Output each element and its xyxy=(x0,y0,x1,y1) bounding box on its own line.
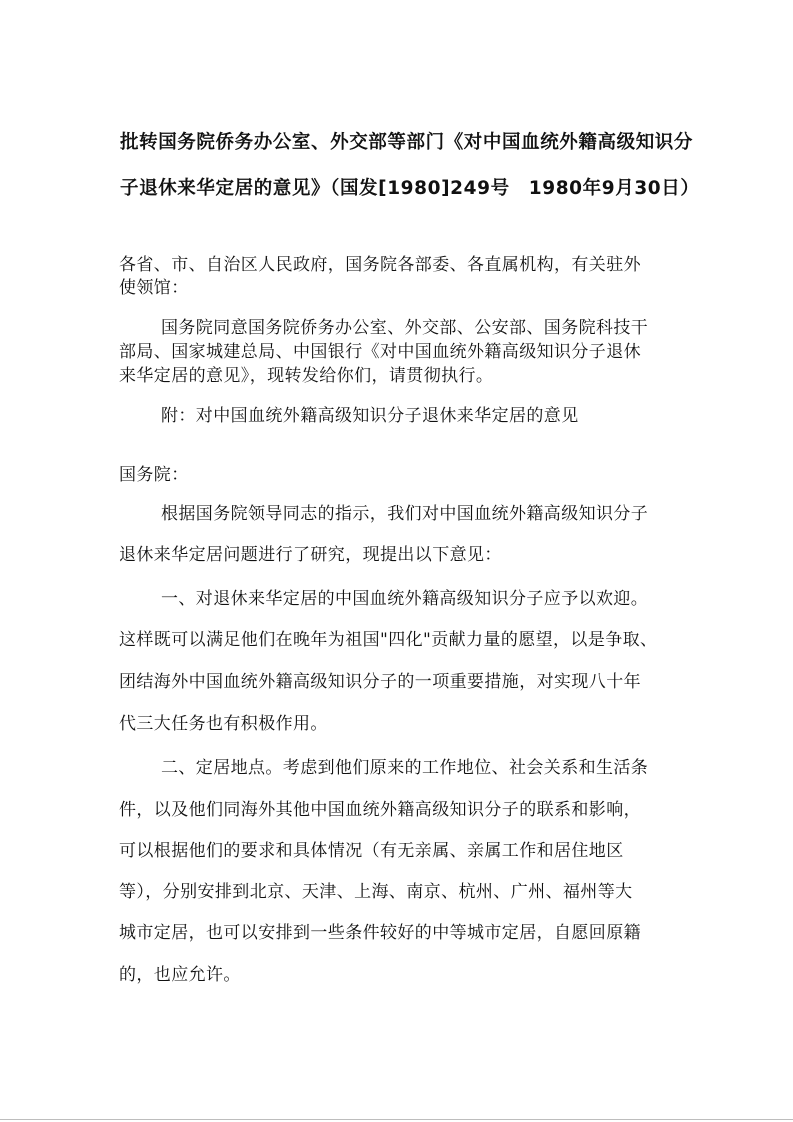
paragraph-2-line-6: 的，也应允许。 xyxy=(119,965,241,985)
addressee-line-2: 使领馆： xyxy=(119,278,189,298)
page-bottom-divider xyxy=(0,1119,793,1120)
paragraph-1-line-4: 代三大任务也有积极作用。 xyxy=(119,714,328,734)
attachment-line: 附：对中国血统外籍高级知识分子退休来华定居的意见 xyxy=(161,406,579,426)
paragraph-2-line-4: 等），分别安排到北京、天津、上海、南京、杭州、广州、福州等大 xyxy=(119,882,633,902)
document-title-line-1: 批转国务院侨务办公室、外交部等部门《对中国血统外籍高级知识分 xyxy=(120,132,694,153)
notice-body-line-3: 来华定居的意见》，现转发给你们，请贯彻执行。 xyxy=(119,366,494,386)
paragraph-1-line-1: 一、对退休来华定居的中国血统外籍高级知识分子应予以欢迎。 xyxy=(161,589,649,609)
opinion-salutation: 国务院： xyxy=(119,465,189,485)
paragraph-2-line-2: 件，以及他们同海外其他中国血统外籍高级知识分子的联系和影响， xyxy=(119,800,641,820)
paragraph-2-line-1: 二、定居地点。考虑到他们原来的工作地位、社会关系和生活条 xyxy=(161,758,649,778)
notice-body-line-2: 部局、国家城建总局、中国银行《对中国血统外籍高级知识分子退休 xyxy=(119,342,641,362)
notice-body-line-1: 国务院同意国务院侨务办公室、外交部、公安部、国务院科技干 xyxy=(161,318,649,338)
opinion-intro-line-2: 退休来华定居问题进行了研究，现提出以下意见： xyxy=(119,545,502,565)
opinion-intro-line-1: 根据国务院领导同志的指示，我们对中国血统外籍高级知识分子 xyxy=(161,504,649,524)
document-title-line-2: 子退休来华定居的意见》（国发[1980]249号 1980年9月30日） xyxy=(120,178,700,199)
addressee-line-1: 各省、市、自治区人民政府，国务院各部委、各直属机构，有关驻外 xyxy=(119,255,641,275)
paragraph-1-line-3: 团结海外中国血统外籍高级知识分子的一项重要措施，对实现八十年 xyxy=(119,672,641,692)
paragraph-2-line-3: 可以根据他们的要求和具体情况（有无亲属、亲属工作和居住地区 xyxy=(119,841,624,861)
paragraph-2-line-5: 城市定居，也可以安排到一些条件较好的中等城市定居，自愿回原籍 xyxy=(119,923,641,943)
paragraph-1-line-2: 这样既可以满足他们在晚年为祖国"四化"贡献力量的愿望，以是争取、 xyxy=(119,630,658,650)
